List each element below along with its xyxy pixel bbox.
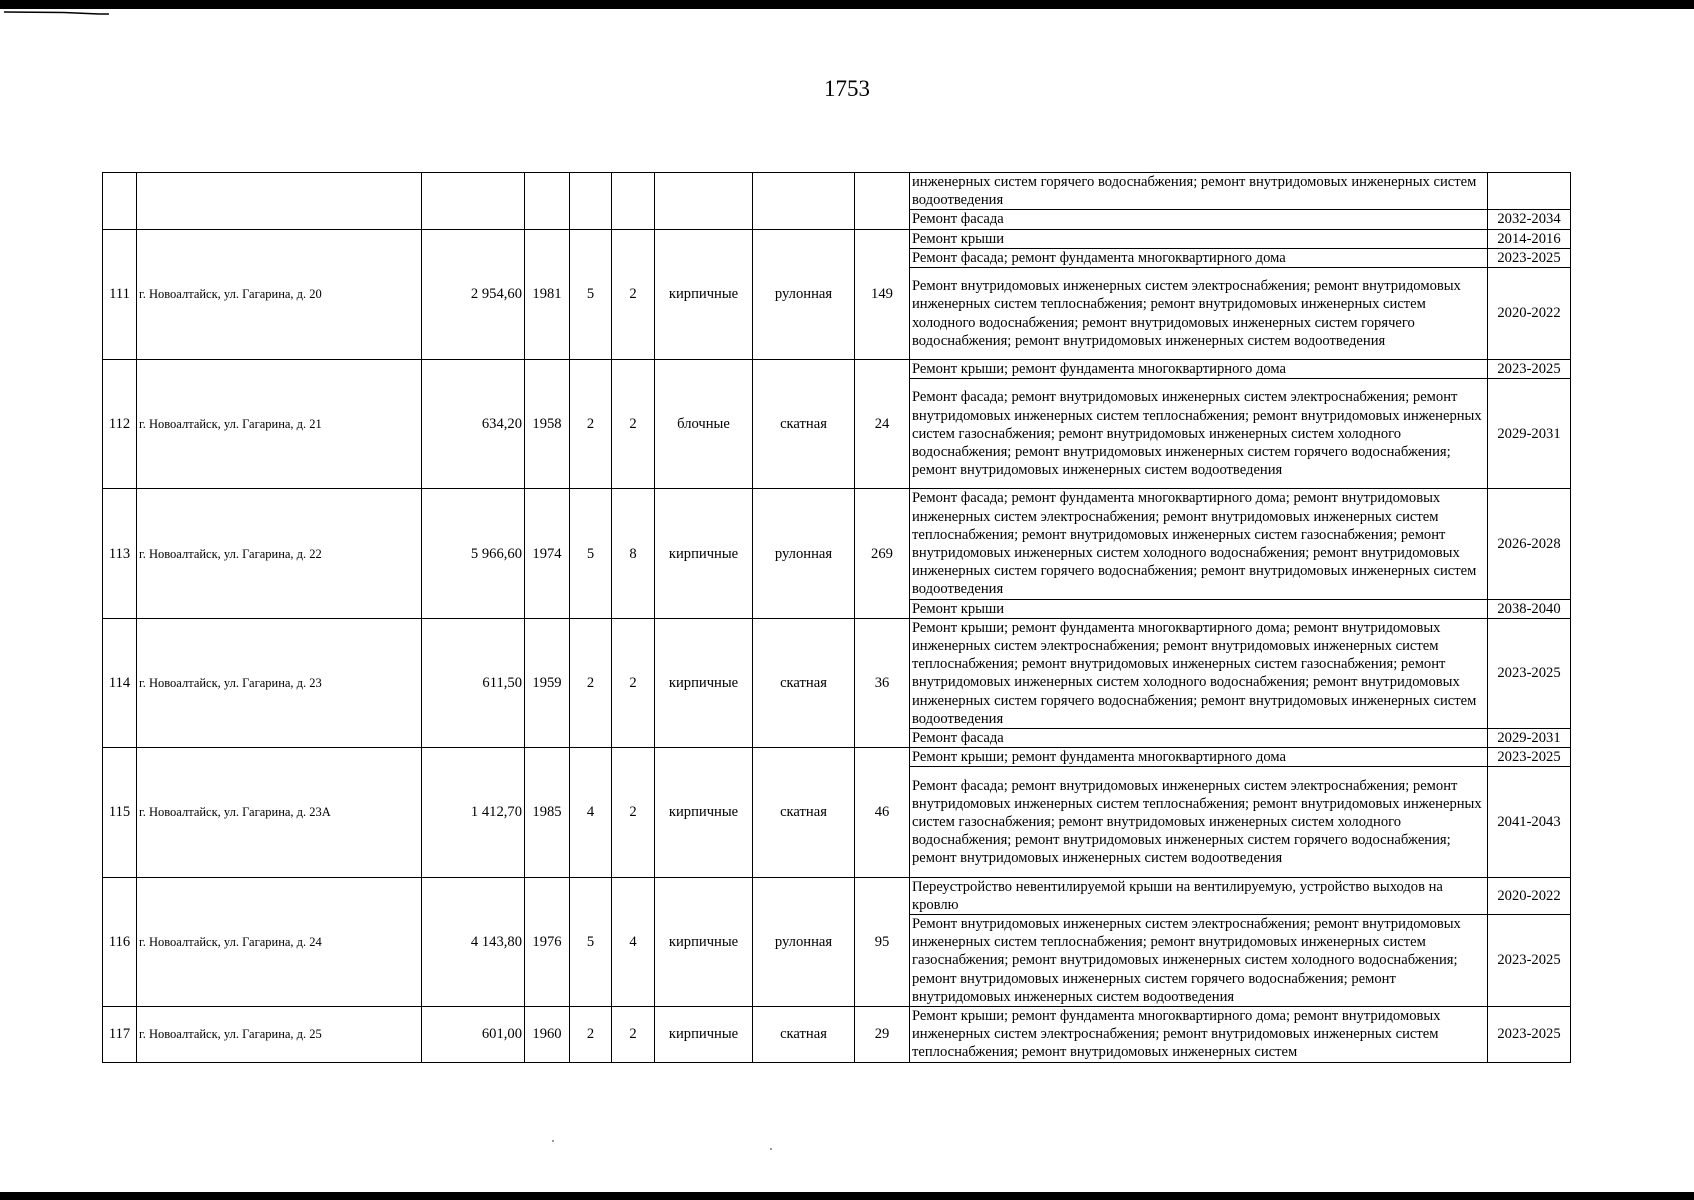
residents: 36	[855, 618, 910, 747]
work-description: Ремонт крыши; ремонт фундамента многоквартирного дома	[910, 360, 1488, 379]
total-area: 1 412,70	[422, 748, 525, 877]
entrances: 2	[612, 229, 655, 359]
table-row	[103, 360, 1571, 379]
work-years: 2026-2028	[1488, 489, 1571, 599]
row-number: 117	[103, 1007, 137, 1063]
work-description: Ремонт внутридомовых инженерных систем электроснабжения; ремонт внутридомовых инженерных систем теплоснабжения; ремонт внутридомовых инженерных систем газоснабжения; ремонт внутридомовых инженерных систем холодного водоснабжения; ремонт внутридомовых инженерных систем горячего водоснабжения; ремонт внутридомовых инженерных систем водоотведения	[910, 915, 1488, 1007]
entrances: 2	[612, 748, 655, 877]
work-years	[1488, 173, 1571, 210]
roof-type: скатная	[753, 748, 855, 877]
table-row	[103, 489, 1571, 599]
work-years: 2014-2016	[1488, 229, 1571, 248]
work-description: Ремонт крыши; ремонт фундамента многоквартирного дома	[910, 748, 1488, 767]
scan-top-border	[0, 0, 1694, 9]
floors: 2	[570, 360, 612, 489]
roof-type: рулонная	[753, 489, 855, 618]
total-area: 4 143,80	[422, 877, 525, 1006]
housing-repair-table	[102, 172, 1571, 1063]
build-year: 1985	[525, 748, 570, 877]
floors: 2	[570, 1007, 612, 1063]
total-area: 601,00	[422, 1007, 525, 1063]
address: г. Новоалтайск, ул. Гагарина, д. 24	[137, 877, 422, 1006]
empty-cell	[525, 173, 570, 230]
address: г. Новоалтайск, ул. Гагарина, д. 21	[137, 360, 422, 489]
work-years: 2023-2025	[1488, 748, 1571, 767]
residents: 24	[855, 360, 910, 489]
address: г. Новоалтайск, ул. Гагарина, д. 23А	[137, 748, 422, 877]
build-year: 1974	[525, 489, 570, 618]
table-row	[103, 748, 1571, 767]
scan-bottom-border	[0, 1192, 1694, 1200]
work-years: 2020-2022	[1488, 268, 1571, 360]
row-number: 114	[103, 618, 137, 747]
row-number: 113	[103, 489, 137, 618]
residents: 149	[855, 229, 910, 359]
build-year: 1960	[525, 1007, 570, 1063]
work-description: Ремонт внутридомовых инженерных систем электроснабжения; ремонт внутридомовых инженерных систем теплоснабжения; ремонт внутридомовых инженерных систем холодного водоснабжения; ремонт внутридомовых инженерных систем горячего водоснабжения; ремонт внутридомовых инженерных систем водоотведения	[910, 268, 1488, 360]
empty-cell	[422, 173, 525, 230]
empty-cell	[612, 173, 655, 230]
empty-cell	[855, 173, 910, 230]
work-years: 2038-2040	[1488, 599, 1571, 618]
floors: 5	[570, 229, 612, 359]
build-year: 1959	[525, 618, 570, 747]
roof-type: рулонная	[753, 229, 855, 359]
table-row	[103, 877, 1571, 914]
work-description: Ремонт фасада; ремонт внутридомовых инженерных систем электроснабжения; ремонт внутридомовых инженерных систем теплоснабжения; ремонт внутридомовых инженерных систем газоснабжения; ремонт внутридомовых инженерных систем холодного водоснабжения; ремонт внутридомовых инженерных систем горячего водоснабжения; ремонт внутридомовых инженерных систем водоотведения	[910, 379, 1488, 489]
residents: 46	[855, 748, 910, 877]
total-area: 611,50	[422, 618, 525, 747]
residents: 95	[855, 877, 910, 1006]
address: г. Новоалтайск, ул. Гагарина, д. 25	[137, 1007, 422, 1063]
entrances: 2	[612, 360, 655, 489]
scan-mark	[4, 11, 109, 15]
roof-type: скатная	[753, 1007, 855, 1063]
row-number: 115	[103, 748, 137, 877]
row-number: 111	[103, 229, 137, 359]
entrances: 8	[612, 489, 655, 618]
work-years: 2029-2031	[1488, 379, 1571, 489]
work-description: инженерных систем горячего водоснабжения; ремонт внутридомовых инженерных систем водоотведения	[910, 173, 1488, 210]
work-description: Ремонт фасада	[910, 210, 1488, 229]
work-description: Ремонт крыши; ремонт фундамента многоквартирного дома; ремонт внутридомовых инженерных систем электроснабжения; ремонт внутридомовых инженерных систем теплоснабжения; ремонт внутридомовых инженерных систем газоснабжения; ремонт внутридомовых инженерных систем холодного водоснабжения; ремонт внутридомовых инженерных систем горячего водоснабжения; ремонт внутридомовых инженерных систем водоотведения	[910, 618, 1488, 728]
address: г. Новоалтайск, ул. Гагарина, д. 23	[137, 618, 422, 747]
table-row	[103, 1007, 1571, 1063]
roof-type: рулонная	[753, 877, 855, 1006]
work-description: Ремонт крыши	[910, 599, 1488, 618]
work-years: 2023-2025	[1488, 360, 1571, 379]
address: г. Новоалтайск, ул. Гагарина, д. 22	[137, 489, 422, 618]
wall-material: кирпичные	[655, 748, 753, 877]
work-description: Ремонт фасада; ремонт фундамента многоквартирного дома	[910, 248, 1488, 267]
work-years: 2023-2025	[1488, 1007, 1571, 1063]
floors: 5	[570, 877, 612, 1006]
work-description: Ремонт фасада; ремонт фундамента многоквартирного дома; ремонт внутридомовых инженерных систем электроснабжения; ремонт внутридомовых инженерных систем теплоснабжения; ремонт внутридомовых инженерных систем газоснабжения; ремонт внутридомовых инженерных систем холодного водоснабжения; ремонт внутридомовых инженерных систем горячего водоснабжения; ремонт внутридомовых инженерных систем водоотведения	[910, 489, 1488, 599]
empty-cell	[655, 173, 753, 230]
continuation-row	[103, 173, 1571, 210]
wall-material: кирпичные	[655, 489, 753, 618]
address: г. Новоалтайск, ул. Гагарина, д. 20	[137, 229, 422, 359]
residents: 269	[855, 489, 910, 618]
build-year: 1976	[525, 877, 570, 1006]
scan-speck	[552, 1140, 554, 1142]
empty-cell	[753, 173, 855, 230]
wall-material: блочные	[655, 360, 753, 489]
wall-material: кирпичные	[655, 1007, 753, 1063]
roof-type: скатная	[753, 360, 855, 489]
work-description: Ремонт фасада; ремонт внутридомовых инженерных систем электроснабжения; ремонт внутридомовых инженерных систем теплоснабжения; ремонт внутридомовых инженерных систем газоснабжения; ремонт внутридомовых инженерных систем холодного водоснабжения; ремонт внутридомовых инженерных систем горячего водоснабжения; ремонт внутридомовых инженерных систем водоотведения	[910, 767, 1488, 877]
wall-material: кирпичные	[655, 229, 753, 359]
table-row	[103, 618, 1571, 728]
total-area: 634,20	[422, 360, 525, 489]
work-years: 2041-2043	[1488, 767, 1571, 877]
work-years: 2023-2025	[1488, 248, 1571, 267]
work-description: Переустройство невентилируемой крыши на вентилируемую, устройство выходов на кровлю	[910, 877, 1488, 914]
floors: 4	[570, 748, 612, 877]
total-area: 2 954,60	[422, 229, 525, 359]
work-years: 2029-2031	[1488, 729, 1571, 748]
row-number: 112	[103, 360, 137, 489]
table-body	[103, 173, 1571, 1063]
work-description: Ремонт крыши	[910, 229, 1488, 248]
work-description: Ремонт крыши; ремонт фундамента многоквартирного дома; ремонт внутридомовых инженерных систем электроснабжения; ремонт внутридомовых инженерных систем теплоснабжения; ремонт внутридомовых инженерных систем	[910, 1007, 1488, 1063]
page-number: 1753	[824, 76, 870, 101]
build-year: 1981	[525, 229, 570, 359]
roof-type: скатная	[753, 618, 855, 747]
build-year: 1958	[525, 360, 570, 489]
table-row	[103, 229, 1571, 248]
floors: 2	[570, 618, 612, 747]
wall-material: кирпичные	[655, 877, 753, 1006]
work-years: 2032-2034	[1488, 210, 1571, 229]
empty-cell	[570, 173, 612, 230]
work-description: Ремонт фасада	[910, 729, 1488, 748]
empty-cell	[103, 173, 137, 230]
entrances: 4	[612, 877, 655, 1006]
scan-speck	[770, 1148, 772, 1150]
entrances: 2	[612, 1007, 655, 1063]
wall-material: кирпичные	[655, 618, 753, 747]
row-number: 116	[103, 877, 137, 1006]
work-years: 2023-2025	[1488, 618, 1571, 728]
work-years: 2020-2022	[1488, 877, 1571, 914]
total-area: 5 966,60	[422, 489, 525, 618]
entrances: 2	[612, 618, 655, 747]
work-years: 2023-2025	[1488, 915, 1571, 1007]
empty-cell	[137, 173, 422, 230]
residents: 29	[855, 1007, 910, 1063]
floors: 5	[570, 489, 612, 618]
